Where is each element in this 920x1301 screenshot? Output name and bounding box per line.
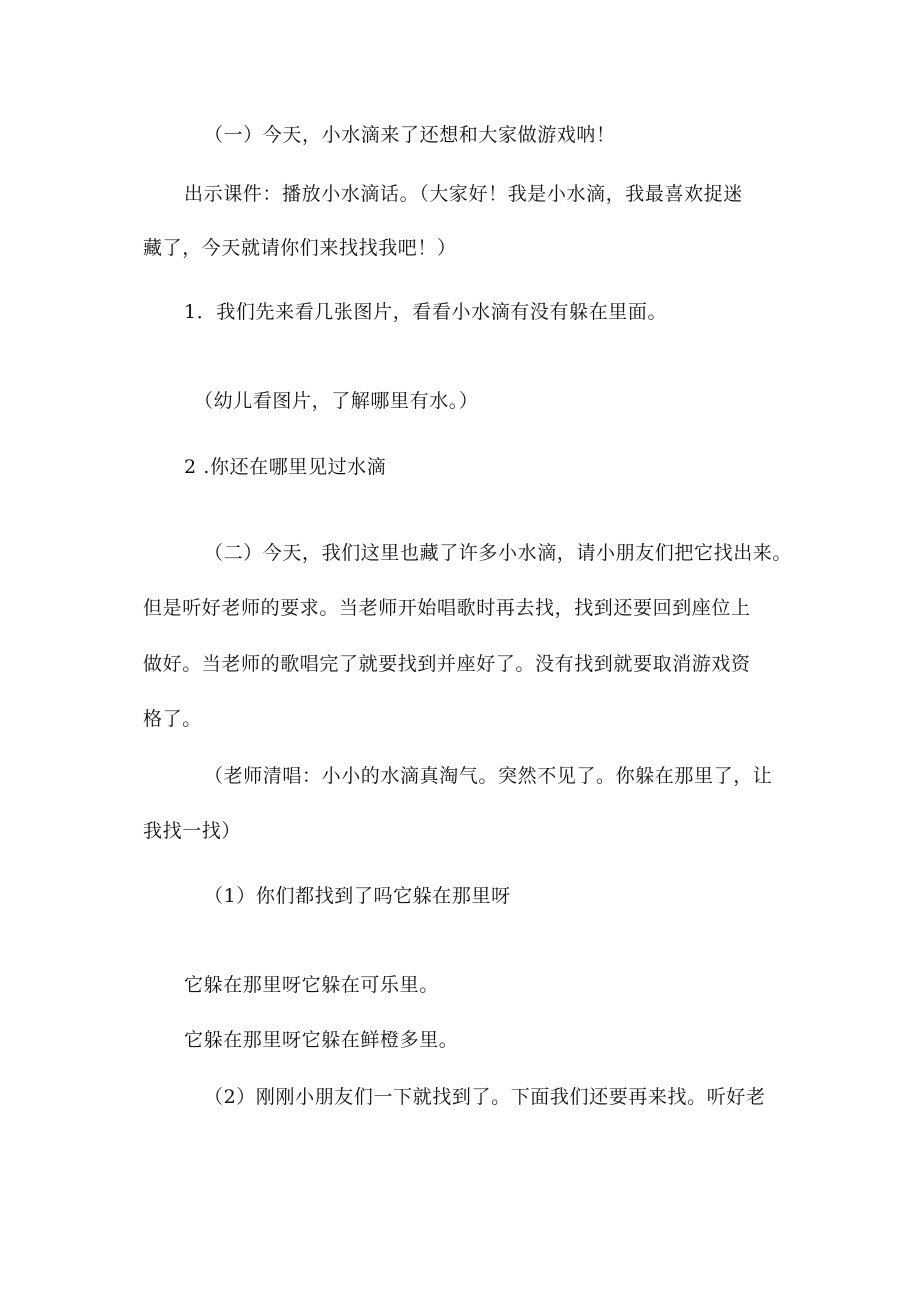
paragraph-section-two-line-4: 格了。: [143, 708, 202, 730]
list-item-2: 2 .你还在哪里见过水滴: [184, 456, 387, 478]
paragraph-child-note: （幼儿看图片，了解哪里有水。）: [194, 390, 479, 412]
paragraph-courseware-line-1: 出示课件：播放小水滴话。（大家好！我是小水滴，我最喜欢捉迷: [184, 183, 743, 205]
paragraph-section-two-line-2: 但是听好老师的要求。当老师开始唱歌时再去找，找到还要回到座位上: [143, 597, 751, 619]
paragraph-section-two-line-3: 做好。当老师的歌唱完了就要找到并座好了。没有找到就要取消游戏资: [143, 653, 751, 675]
paragraph-section-one-intro: （一）今天，小水滴来了还想和大家做游戏呐！: [204, 124, 616, 146]
paragraph-hide-orange: 它躲在那里呀它躲在鲜橙多里。: [184, 1029, 459, 1051]
paragraph-song-line-1: （老师清唱：小小的水滴真淘气。突然不见了。你躲在那里了，让: [204, 765, 773, 787]
list-item-sub-1: （1）你们都找到了吗它躲在那里呀: [204, 885, 511, 907]
paragraph-song-line-2: 我找一找）: [143, 820, 242, 842]
list-item-1: 1．我们先来看几张图片，看看小水滴有没有躲在里面。: [184, 301, 668, 323]
paragraph-hide-cola: 它躲在那里呀它躲在可乐里。: [184, 974, 439, 996]
paragraph-courseware-line-2: 藏了，今天就请你们来找找我吧！）: [143, 237, 457, 259]
paragraph-section-two-line-1: （二）今天，我们这里也藏了许多小水滴，请小朋友们把它找出来。: [204, 542, 793, 564]
list-item-sub-2: （2）刚刚小朋友们一下就找到了。下面我们还要再来找。听好老: [204, 1086, 766, 1108]
